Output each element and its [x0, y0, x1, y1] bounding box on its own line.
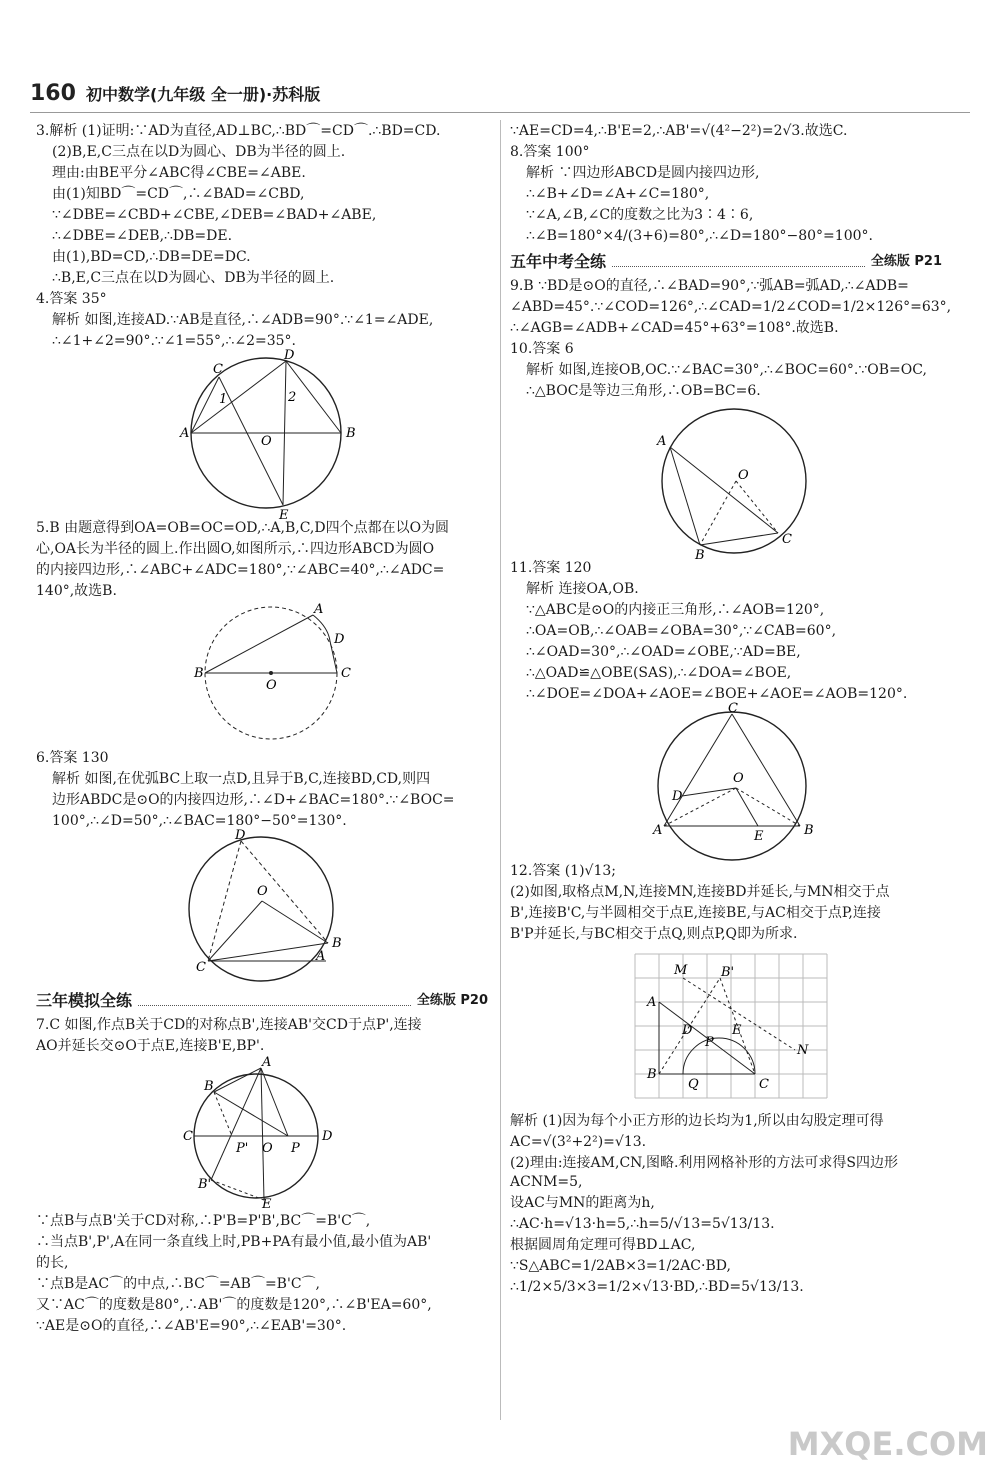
svg-text:D: D	[235, 828, 246, 843]
q11-line: 11.答案 120	[510, 560, 592, 576]
section-title: 三年模拟全练	[36, 991, 133, 1010]
q10-circle-figure	[510, 405, 942, 563]
svg-text:C: C	[183, 1129, 193, 1144]
svg-text:B: B	[804, 823, 814, 838]
header-rule	[30, 112, 970, 113]
q3-line: 由(1)知BD⌒=CD⌒,∴∠BAD=∠CBD,	[52, 186, 305, 202]
q8-line: ∴∠B=180°×4/(3+6)=80°,∴∠D=180°−80°=100°.	[526, 228, 873, 244]
q6-block	[36, 749, 488, 985]
q4-line: ∴∠1+∠2=90°.∵∠1=55°,∴∠2=35°.	[52, 333, 296, 349]
svg-text:C: C	[213, 362, 223, 377]
svg-text:C: C	[196, 960, 206, 975]
q11-circle-figure	[510, 701, 942, 858]
q11-line: ∴△OAD≌△OBE(SAS),∴∠DOA=∠BOE,	[526, 665, 792, 681]
q7-block	[36, 1016, 488, 1336]
svg-text:D: D	[322, 1129, 333, 1144]
q4-line: 4.答案 35°	[36, 291, 107, 307]
q12-grid-figure	[510, 948, 942, 1108]
svg-text:B': B'	[198, 1177, 212, 1192]
q3-line: 理由:由BE平分∠ABC得∠CBE=∠ABE.	[52, 165, 306, 181]
q7-line: AO并延长交⊙O于点E,连接B'E,BP'.	[36, 1038, 265, 1054]
q8-line: ∴∠B+∠D=∠A+∠C=180°,	[526, 186, 710, 202]
q8-block	[510, 143, 942, 246]
svg-text:A: A	[316, 949, 326, 964]
q12-line: (2)如图,取格点M,N,连接MN,连接BD并延长,与MN相交于点	[510, 884, 890, 900]
svg-text:O: O	[733, 771, 744, 786]
svg-text:B: B	[346, 426, 356, 441]
q11-line: ∴OA=OB,∴∠OAB=∠OBA=30°,∵∠CAB=60°,	[526, 623, 837, 639]
section-title: 五年中考全练	[510, 252, 607, 271]
page-header	[30, 78, 320, 108]
q8-line: ∵∠A,∠B,∠C的度数之比为3∶4∶6,	[526, 207, 754, 223]
q6-line: 6.答案 130	[36, 750, 109, 766]
q3-block	[36, 122, 488, 288]
q9-line: ∠ABD=45°.∵∠COD=126°,∴∠CAD=1/2∠COD=1/2×126°=63°,	[510, 299, 952, 315]
q7-cont-line: ∵AE=CD=4,∴B'E=2,∴AB'=√(4²−2²)=2√3.故选C.	[510, 123, 848, 139]
section-ref: 全练版 P21	[870, 254, 942, 269]
q6-line: 100°,∴∠D=50°,∴∠BAC=180°−50°=130°.	[52, 813, 347, 829]
q8-line: 8.答案 100°	[510, 144, 590, 160]
svg-text:E: E	[262, 1197, 272, 1212]
svg-text:B: B	[695, 548, 705, 563]
q10-line: 10.答案 6	[510, 341, 574, 357]
svg-text:P: P	[291, 1141, 300, 1156]
q7-line: 又∵AC⌒的度数是80°,∴AB'⌒的度数是120°,∴∠B'EA=60°,	[36, 1297, 432, 1313]
svg-text:N: N	[797, 1043, 809, 1058]
svg-text:E: E	[732, 1023, 742, 1038]
q9-line: 9.B ∵BD是⊙O的直径,∴∠BAD=90°,∵弧AB=弧AD,∴∠ADB=	[510, 278, 909, 294]
q12-line: ∴1/2×5/3×3=1/2×√13·BD,∴BD=5√13/13.	[510, 1279, 804, 1295]
svg-text:D: D	[682, 1023, 693, 1038]
svg-text:B: B	[204, 1079, 214, 1094]
q4-circle-figure	[36, 348, 488, 523]
q12-line: 解析 (1)因为每个小正方形的边长均为1,所以由勾股定理可得	[510, 1113, 884, 1129]
svg-text:P: P	[705, 1035, 714, 1050]
q5-line: 的内接四边形,∴∠ABC+∠ADC=180°,∵∠ABC=40°,∴∠ADC=	[36, 562, 445, 578]
q7-line: 的长,	[36, 1255, 69, 1271]
q5-block	[36, 519, 488, 745]
section-ref: 全练版 P20	[416, 993, 488, 1008]
svg-text:C: C	[782, 532, 792, 547]
svg-text:E: E	[754, 829, 764, 844]
svg-text:B': B'	[721, 965, 735, 980]
svg-text:D: D	[334, 632, 345, 647]
svg-text:A: A	[262, 1055, 272, 1070]
q12-line: ∴AC·h=√13·h=5,∴h=5/√13=5√13/13.	[510, 1216, 775, 1232]
q3-line: 由(1),BD=CD,∴DB=DE=DC.	[52, 249, 251, 265]
dotted-leader	[138, 1005, 411, 1006]
svg-text:P': P'	[236, 1141, 249, 1156]
dotted-leader	[612, 266, 865, 267]
q12-line: 根据圆周角定理可得BD⊥AC,	[510, 1237, 696, 1253]
svg-text:2: 2	[288, 390, 297, 405]
svg-text:B: B	[332, 936, 342, 951]
q12-block	[510, 862, 942, 1297]
svg-text:A: A	[647, 995, 657, 1010]
watermark: MXQE.COM	[787, 1425, 988, 1463]
svg-text:C: C	[728, 701, 738, 716]
svg-text:A: A	[657, 434, 667, 449]
q12-line: 12.答案 (1)√13;	[510, 863, 616, 879]
svg-text:E: E	[279, 508, 289, 523]
svg-text:O: O	[257, 884, 268, 899]
q3-line: (2)B,E,C三点在以D为圆心、DB为半径的圆上.	[52, 144, 346, 160]
svg-text:C: C	[341, 666, 351, 681]
svg-text:1: 1	[219, 392, 228, 407]
svg-text:A: A	[180, 426, 190, 441]
q12-line: B',连接B'C,与半圆相交于点E,连接BE,与AC相交于点P,连接	[510, 905, 881, 921]
q7-circle-figure	[36, 1055, 488, 1212]
q3-line: ∵∠DBE=∠CBD+∠CBE,∠DEB=∠BAD+∠ABE,	[52, 207, 377, 223]
svg-text:Q: Q	[688, 1077, 699, 1092]
svg-text:B: B	[194, 666, 204, 681]
q11-block	[510, 559, 942, 858]
q3-line: ∴∠DBE=∠DEB,∴DB=DE.	[52, 228, 233, 244]
q6-line: 解析 如图,在优弧BC上取一点D,且异于B,C,连接BD,CD,则四	[52, 771, 431, 787]
q10-block	[510, 340, 942, 563]
page-number: 160	[30, 80, 76, 106]
q7-line: ∴当点B',P',A在同一条直线上时,PB+PA有最小值,最小值为AB'	[36, 1234, 432, 1250]
q4-line: 解析 如图,连接AD.∵AB是直径,∴∠ADB=90°.∵∠1=∠ADE,	[52, 312, 434, 328]
q12-line: B'P并延长,与BC相交于点Q,则点P,Q即为所求.	[510, 926, 798, 942]
q11-line: 解析 连接OA,OB.	[526, 581, 639, 597]
q12-line: ∵S△ABC=1/2AB×3=1/2AC·BD,	[510, 1258, 731, 1274]
book-title: 初中数学(九年级 全一册)·苏科版	[85, 84, 321, 104]
q6-line: 边形ABDC是⊙O的内接四边形,∴∠D+∠BAC=180°.∵∠BOC=	[52, 792, 455, 808]
q3-line: ∴B,E,C三点在以D为圆心、DB为半径的圆上.	[52, 270, 335, 286]
q10-line: 解析 如图,连接OB,OC.∵∠BAC=30°,∴∠BOC=60°.∵OB=OC,	[526, 362, 927, 378]
svg-text:O: O	[262, 1141, 273, 1156]
q7-line: 7.C 如图,作点B关于CD的对称点B',连接AB'交CD于点P',连接	[36, 1017, 422, 1033]
svg-text:O: O	[266, 678, 277, 693]
q5-line: 5.B 由题意得到OA=OB=OC=OD,∴A,B,C,D四个点都在以O为圆	[36, 520, 450, 536]
svg-text:M: M	[674, 963, 688, 978]
q5-line: 心,OA长为半径的圆上.作出圆O,如图所示,∴四边形ABCD为圆O	[36, 541, 435, 557]
q9-line: ∴∠AGB=∠ADB+∠CAD=45°+63°=108°.故选B.	[510, 320, 839, 336]
svg-text:C: C	[759, 1077, 769, 1092]
svg-text:O: O	[738, 468, 749, 483]
q9-block	[510, 277, 952, 338]
q5-line: 140°,故选B.	[36, 583, 117, 599]
left-column	[36, 122, 488, 1338]
svg-text:B: B	[647, 1067, 657, 1082]
q11-line: ∴∠OAD=30°,∴∠OAD=∠OBE,∵AD=BE,	[526, 644, 801, 660]
q5-circle-figure	[36, 602, 488, 745]
q7-line: ∵AE是⊙O的直径,∴∠AB'E=90°,∴∠EAB'=30°.	[36, 1318, 347, 1334]
column-divider	[500, 120, 501, 1420]
q12-line: (2)理由:连接AM,CN,图略.利用网格补形的方法可求得S四边形ACNM=5,	[510, 1155, 898, 1190]
q12-line: AC=√(3²+2²)=√13.	[510, 1134, 647, 1150]
svg-text:D: D	[672, 789, 683, 804]
q12-line: 设AC与MN的距离为h,	[510, 1195, 655, 1211]
q7-line: ∵点B是AC⌒的中点,∴BC⌒=AB⌒=B'C⌒,	[36, 1276, 320, 1292]
q4-block	[36, 290, 488, 523]
q3-line: 3.解析 (1)证明:∵AD为直径,AD⊥BC,∴BD⌒=CD⌒.∴BD=CD.	[36, 123, 441, 139]
section-three-year	[36, 991, 488, 1010]
q11-line: ∴∠DOE=∠DOA+∠AOE=∠BOE+∠AOE=∠AOB=120°.	[526, 686, 908, 702]
q10-line: ∴△BOC是等边三角形,∴OB=BC=6.	[526, 383, 761, 399]
q11-line: ∵△ABC是⊙O的内接正三角形,∴∠AOB=120°,	[526, 602, 825, 618]
svg-text:A: A	[314, 602, 324, 617]
q8-line: 解析 ∵四边形ABCD是圆内接四边形,	[526, 165, 760, 181]
svg-text:A: A	[653, 823, 663, 838]
q7-line: ∵点B与点B'关于CD对称,∴P'B=P'B',BC⌒=B'C⌒,	[36, 1213, 371, 1229]
svg-text:O: O	[261, 434, 272, 449]
svg-text:D: D	[284, 348, 295, 363]
q6-circle-figure	[36, 828, 488, 985]
section-five-year	[510, 252, 942, 271]
right-column	[510, 122, 952, 1299]
